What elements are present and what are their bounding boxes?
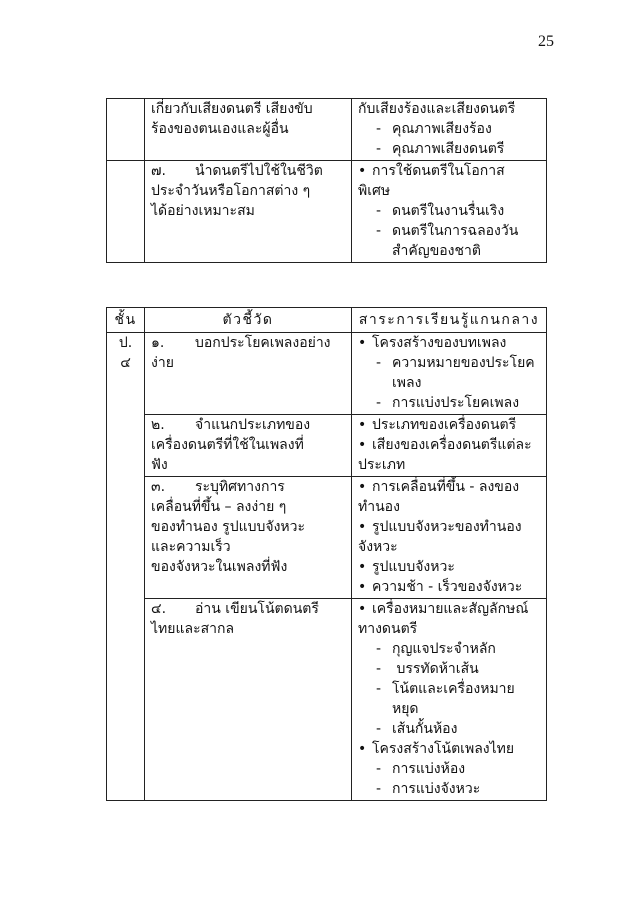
content-cell — [352, 477, 547, 599]
indicator-first-line — [151, 333, 347, 353]
indicator-line: ของจังหวะในเพลงที่ฟัง — [151, 559, 288, 575]
content-cell — [352, 599, 547, 801]
content-bullet-item: • ประเภทของเครื่องดนตรี — [358, 415, 542, 435]
content-cell — [352, 333, 547, 415]
grade-cell — [107, 333, 145, 801]
indicator-cell — [145, 477, 352, 599]
grade-cell — [107, 99, 145, 161]
header-core-content: สาระการเรียนรู้แกนกลาง — [352, 308, 547, 333]
indicator-line: เคลื่อนที่ขึ้น – ลงง่าย ๆ — [151, 499, 287, 515]
indicator-first-line — [151, 161, 347, 181]
page-number: 25 — [538, 33, 554, 50]
content-continuation: สำคัญของชาติ — [392, 243, 481, 259]
content-continuation: เพลง — [392, 375, 422, 391]
content-sub-item: - ดนตรีในการฉลองวัน — [358, 221, 542, 241]
content-sub-item: - การแบ่งจังหวะ — [358, 779, 542, 799]
indicator-text: จำแนกประเภทของ — [195, 417, 311, 433]
table-row — [107, 415, 547, 477]
indicator-line: ร้องของตนเองและผู้อื่น — [151, 121, 289, 137]
indicator-text: บอกประโยคเพลงอย่าง — [195, 335, 331, 351]
content-sub-item: - การแบ่งห้อง — [358, 759, 542, 779]
indicator-line: เกี่ยวกับเสียงดนตรี เสียงขับ — [151, 101, 313, 117]
indicator-cell — [145, 333, 352, 415]
table-header-row — [107, 308, 547, 333]
indicator-cell — [145, 161, 352, 263]
indicator-line: ของทำนอง รูปแบบจังหวะ — [151, 519, 306, 535]
content-line: ประเภท — [358, 457, 406, 473]
indicator-first-line — [151, 415, 347, 435]
table-row — [107, 99, 547, 161]
content-sub-item: - การแบ่งประโยคเพลง — [358, 393, 542, 413]
content-sub-item: - คุณภาพเสียงร้อง — [358, 119, 542, 139]
table-row — [107, 477, 547, 599]
content-bullet-item: • รูปแบบจังหวะของทำนอง — [358, 517, 542, 537]
content-line: ทางดนตรี — [358, 621, 418, 637]
header-indicator: ตัวชี้วัด — [145, 308, 352, 333]
table-row — [107, 599, 547, 801]
content-cell — [352, 99, 547, 161]
content-bullet-item: • รูปแบบจังหวะ — [358, 557, 542, 577]
indicator-text: ระบุทิศทางการ — [195, 479, 285, 495]
content-continuation: หยุด — [392, 701, 419, 717]
indicator-line: เครื่องดนตรีที่ใช้ในเพลงที่ — [151, 437, 304, 453]
indicator-line: ได้อย่างเหมาะสม — [151, 203, 255, 219]
content-line: พิเศษ — [358, 183, 391, 199]
indicator-number: ๓. — [151, 479, 166, 495]
indicator-line: ง่าย — [151, 355, 174, 371]
indicator-first-line — [151, 477, 347, 497]
content-sub-item: - ความหมายของประโยค — [358, 353, 542, 373]
content-sub-item: - กุญแจประจำหลัก — [358, 639, 542, 659]
table-row — [107, 161, 547, 263]
indicator-text: นำดนตรีไปใช้ในชีวิต — [195, 163, 323, 179]
content-bullet-item: • ความช้า - เร็วของจังหวะ — [358, 577, 542, 597]
indicator-cell — [145, 599, 352, 801]
content-sub-item: - ดนตรีในงานรื่นเริง — [358, 201, 542, 221]
grade-cell — [107, 161, 145, 263]
table-row — [107, 333, 547, 415]
content-line: กับเสียงร้องและเสียงดนตรี — [358, 101, 516, 117]
content-line: ทำนอง — [358, 499, 400, 515]
content-bullet-item: • เสียงของเครื่องดนตรีแต่ละ — [358, 435, 542, 455]
indicator-number: ๒. — [151, 417, 165, 433]
content-bullet-item: • การเคลื่อนที่ขึ้น - ลงของ — [358, 477, 542, 497]
indicator-line: ไทยและสากล — [151, 621, 235, 637]
curriculum-table-continued — [106, 98, 547, 263]
content-cell — [352, 415, 547, 477]
content-sub-item: - คุณภาพเสียงดนตรี — [358, 139, 542, 159]
indicator-text: อ่าน เขียนโน้ตดนตรี — [195, 601, 319, 617]
content-bullet-item: • เครื่องหมายและสัญลักษณ์ — [358, 599, 542, 619]
indicator-number: ๗. — [151, 163, 166, 179]
grade-label: ๔ — [120, 355, 131, 371]
content-line: จังหวะ — [358, 539, 398, 555]
content-sub-item: - บรรทัดห้าเส้น — [358, 659, 542, 679]
indicator-line: และความเร็ว — [151, 539, 231, 555]
indicator-number: ๔. — [151, 601, 167, 617]
content-bullet-item: • การใช้ดนตรีในโอกาส — [358, 161, 542, 181]
indicator-cell — [145, 415, 352, 477]
curriculum-table-grade-4 — [106, 307, 547, 801]
grade-label: ป. — [118, 335, 133, 351]
indicator-line: ฟัง — [151, 457, 168, 473]
header-grade: ชั้น — [107, 308, 145, 333]
indicator-cell — [145, 99, 352, 161]
indicator-line: ประจำวันหรือโอกาสต่าง ๆ — [151, 183, 311, 199]
content-sub-item: - โน้ตและเครื่องหมาย — [358, 679, 542, 699]
content-sub-item: - เส้นกั้นห้อง — [358, 719, 542, 739]
indicator-number: ๑. — [151, 335, 165, 351]
indicator-first-line — [151, 599, 347, 619]
content-cell — [352, 161, 547, 263]
content-bullet-item: • โครงสร้างของบทเพลง — [358, 333, 542, 353]
content-bullet-item: • โครงสร้างโน้ตเพลงไทย — [358, 739, 542, 759]
